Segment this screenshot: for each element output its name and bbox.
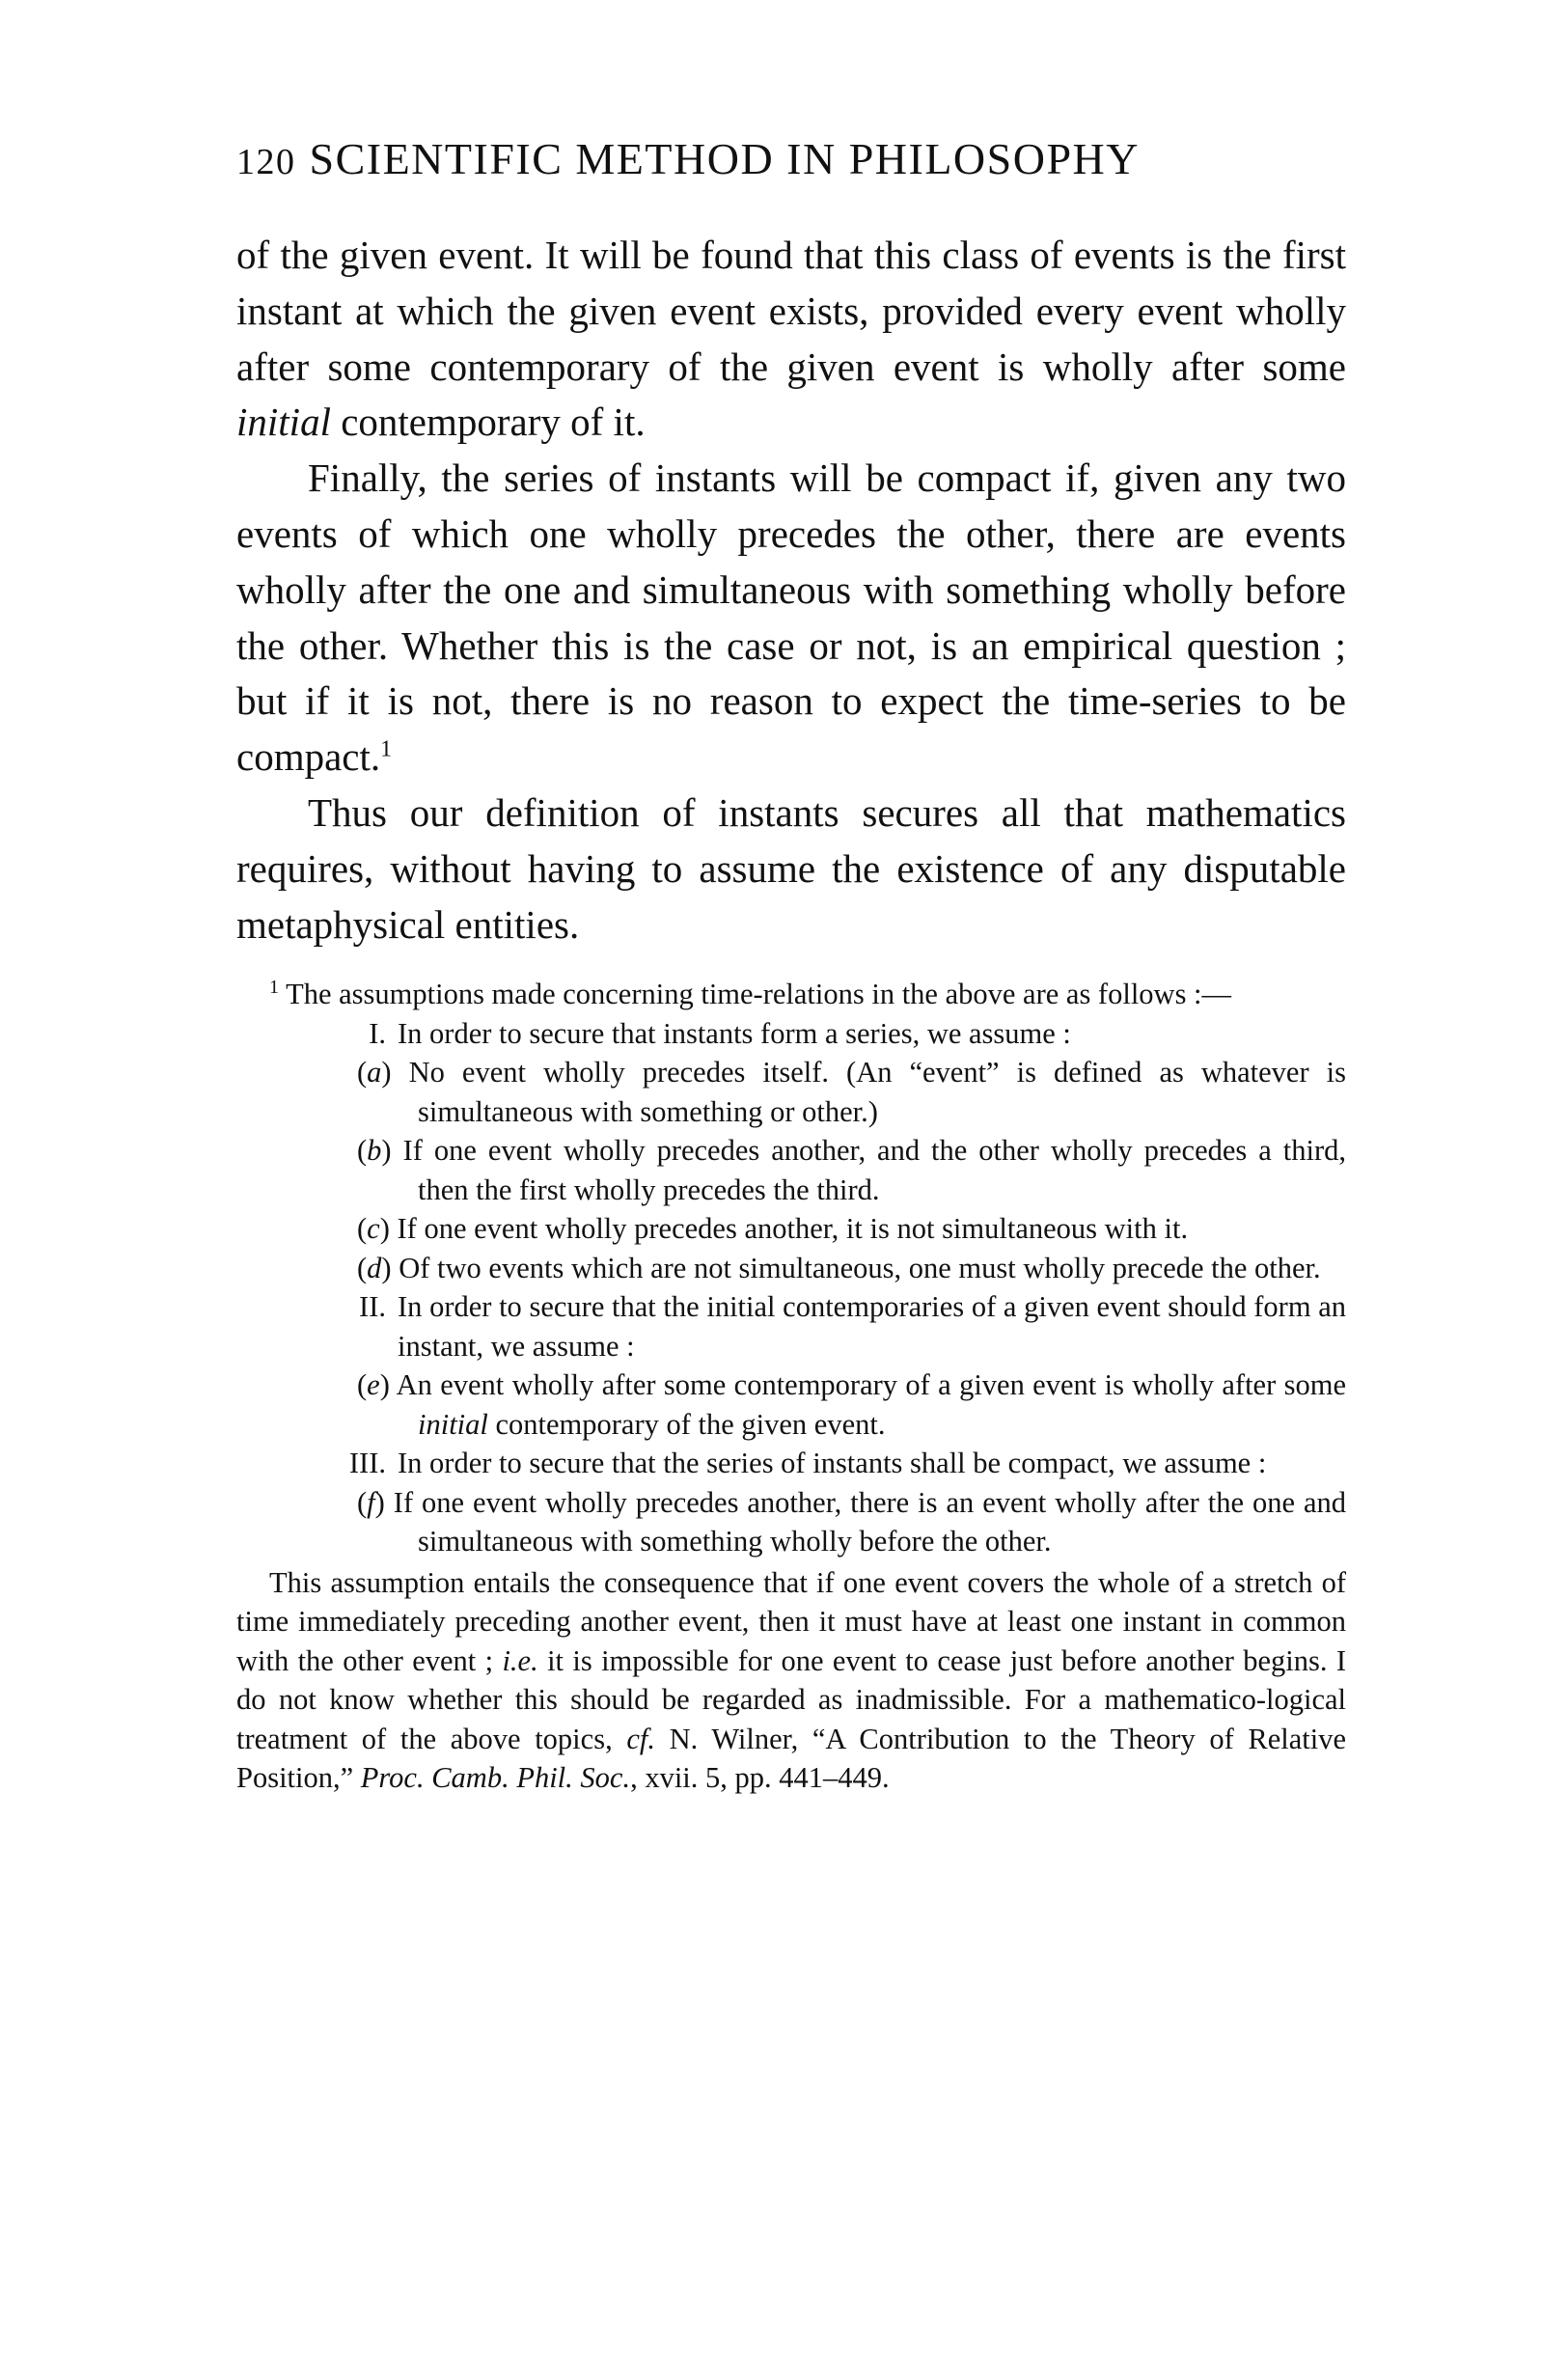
footnote-section-II xyxy=(236,1287,1346,1444)
section-heading: III. In order to secure that the series of instants shall be compact, we assume : xyxy=(348,1447,1267,1479)
main-text xyxy=(236,228,1346,952)
paragraph-1: of the given event. It will be found that this class of events is the first instant at which the given event exists, provided every event wholly after some contemporary of the given event is wholly after some initial contemporary of it. xyxy=(236,233,1346,445)
paragraph-3: Thus our definition of instants secures all that mathematics requires, without having to assume the existence of any disputable metaphysical entities. xyxy=(236,789,1346,947)
footnote xyxy=(236,975,1346,1798)
running-title: SCIENTIFIC METHOD IN PHILOSOPHY xyxy=(309,134,1140,183)
emphasis-initial: initial xyxy=(236,400,331,445)
assumption-a: (a) No event wholly precedes itself. (An “event” is defined as whatever is simultaneous with something or other.) xyxy=(357,1056,1346,1128)
footnote-reference[interactable]: 1 xyxy=(380,736,393,762)
page-number: 120 xyxy=(236,142,296,182)
assumption-f: (f) If one event wholly precedes another, there is an event wholly after the one and simultaneous with something wholly before the other. xyxy=(357,1485,1346,1558)
assumption-e: (e) An event wholly after some contemporary of a given event is wholly after some initial contemporary of the given event. xyxy=(357,1368,1346,1441)
assumption-d: (d) Of two events which are not simultaneous, one must wholly precede the other. xyxy=(357,1251,1321,1284)
footnote-section-III xyxy=(236,1444,1346,1561)
footnote-intro: $^1$ The assumptions made concerning time-relations in the above are as follows :— xyxy=(269,976,1232,1010)
footnote-mark: 1 xyxy=(269,976,279,998)
running-header xyxy=(236,133,1346,184)
paragraph-2: Finally, the series of instants will be compact if, given any two events of which one wholly precedes the other, there are events wholly after the one and simultaneous with something wholly before the other. Whether this is the case or not, is an empirical question ; but if it is not, there is no reason to expect the time-series to be compact.$^1$ xyxy=(236,455,1346,780)
section-heading: I. In order to secure that instants form a series, we assume : xyxy=(369,1016,1071,1050)
section-heading: II. In order to secure that the initial contemporaries of a given event should form an instant, we assume : xyxy=(359,1290,1346,1363)
journal-title: Proc. Camb. Phil. Soc. xyxy=(360,1761,631,1794)
footnote-conclusion: This assumption entails the consequence that if one event covers the whole of a stretch of time immediately preceding another event, then it must have at least one instant in common with the other event ; i.e. it is impossible for one event to cease just before another begins. I do not know whether this should be regarded as inadmissible. For a mathematico-logical treatment of the above topics, cf. N. Wilner, “A Contribution to the Theory of Relative Position,” Proc. Camb. Phil. Soc., xvii. 5, pp. 441–449. xyxy=(236,1565,1347,1794)
footnote-section-I xyxy=(236,1014,1346,1288)
assumption-b: (b) If one event wholly precedes another, and the other wholly precedes a third, then the first wholly precedes the third. xyxy=(357,1134,1346,1206)
assumption-c: (c) If one event wholly precedes another, it is not simultaneous with it. xyxy=(357,1212,1189,1245)
